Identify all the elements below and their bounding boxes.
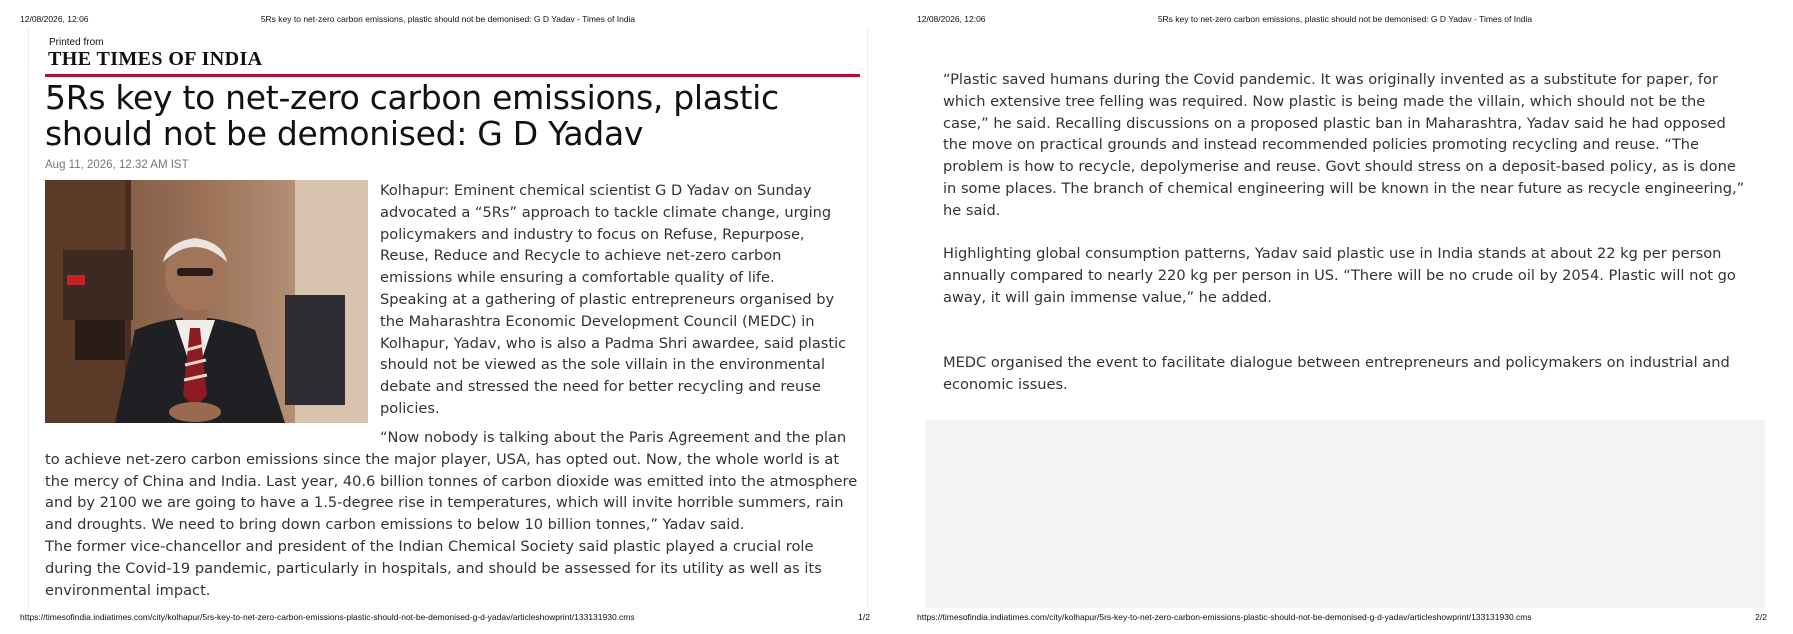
article-date: Aug 11, 2026, 12.32 AM IST (45, 159, 189, 171)
print-timestamp: 12/08/2026, 12:06 (20, 14, 89, 24)
page-blank-area (925, 420, 1765, 608)
print-timestamp: 12/08/2026, 12:06 (917, 14, 986, 24)
times-of-india-logo: THE TIMES OF INDIA (48, 48, 263, 70)
article-paragraph-3 (45, 427, 865, 601)
print-header (0, 14, 896, 28)
portrait-photo-icon (45, 180, 368, 423)
article-paragraph-2: Speaking at a gathering of plastic entrepreneurs organised by the Maharashtra Economic Development Council (MEDC) in Kolhapur, Yadav, who is also a Padma Shri awardee, said plastic should not be viewed as the sole villain in the environmental debate and stressed the need for better recycling and reuse policies. (380, 290, 847, 417)
article-paragraph-intro (380, 180, 855, 420)
print-doc-title: 5Rs key to net-zero carbon emissions, plastic should not be demonised: G D Yadav - Times of India (260, 14, 636, 24)
masthead-divider (45, 74, 860, 77)
printed-from-label: Printed from (49, 37, 104, 48)
print-footer (897, 612, 1793, 626)
article-sheet (28, 28, 868, 608)
article-paragraph-4: The former vice-chancellor and president of the Indian Chemical Society said plastic played a crucial role during the Covid-19 pandemic, particularly in hospitals, and should be assessed for its utility as well as its environmental impact. (45, 537, 822, 599)
print-page-2 (897, 0, 1793, 634)
article-photo (45, 180, 368, 423)
print-page-number: 1/2 (858, 612, 870, 622)
article-headline: 5Rs key to net-zero carbon emissions, plastic should not be demonised: G D Yadav (45, 78, 779, 153)
print-doc-title: 5Rs key to net-zero carbon emissions, plastic should not be demonised: G D Yadav - Times of India (1157, 14, 1533, 24)
print-page-1 (0, 0, 896, 634)
article-paragraph-5: “Plastic saved humans during the Covid pandemic. It was originally invented as a substitute for paper, for which extensive tree felling was required. Now plastic is being made the villain, which should not be the case,” he said. Recalling discussions on a proposed plastic ban in Maharashtra, Yadav said he had opposed the move on practical grounds and instead recommended policies promoting recycling and reuse. “The problem is how to recycle, depolymerise and reuse. Govt should stress on a deposit-based policy, as is done in some places. The branch of chemical engineering will be known in the near future as recycle engineering,” he said. (943, 71, 1745, 219)
print-page-number: 2/2 (1755, 612, 1767, 622)
article-paragraph-6: Highlighting global consumption patterns, Yadav said plastic use in India stands at about 22 kg per person annually compared to nearly 220 kg per person in US. “There will be no crude oil by 2054. Plastic will not go away, it will gain immense value,” he added. (943, 245, 1736, 306)
article-paragraph-7: MEDC organised the event to facilitate dialogue between entrepreneurs and policymakers on industrial and economic issues. (943, 354, 1730, 393)
print-url: https://timesofindia.indiatimes.com/city/kolhapur/5rs-key-to-net-zero-carbon-emissions-plastic-should-not-be-demonised-g-d-yadav/articleshowprint/133131930.cms (917, 612, 1532, 622)
print-url: https://timesofindia.indiatimes.com/city/kolhapur/5rs-key-to-net-zero-carbon-emissions-plastic-should-not-be-demonised-g-d-yadav/articleshowprint/133131930.cms (20, 612, 635, 622)
article-paragraph-3-text: “Now nobody is talking about the Paris Agreement and the plan to achieve net-zero carbon emissions since the major player, USA, has opted out. Now, the whole world is at the mercy of China and India. Last year, 40.6 billion tonnes of carbon dioxide was emitted into the atmosphere and by 2100 we are going to have a 1.5-degree rise in temperatures, which will invite horrible summers, rain and droughts. We need to bring down carbon emissions to below 10 billion tonnes,” Yadav said. (45, 429, 858, 534)
print-header (897, 14, 1793, 28)
print-footer (0, 612, 896, 626)
article-paragraph-1: Kolhapur: Eminent chemical scientist G D Yadav on Sunday advocated a “5Rs” approach to tackle climate change, urging policymakers and industry to focus on Refuse, Repurpose, Reuse, Reduce and Recycle to achieve net-zero carbon emissions while ensuring a comfortable quality of life. (380, 182, 832, 287)
